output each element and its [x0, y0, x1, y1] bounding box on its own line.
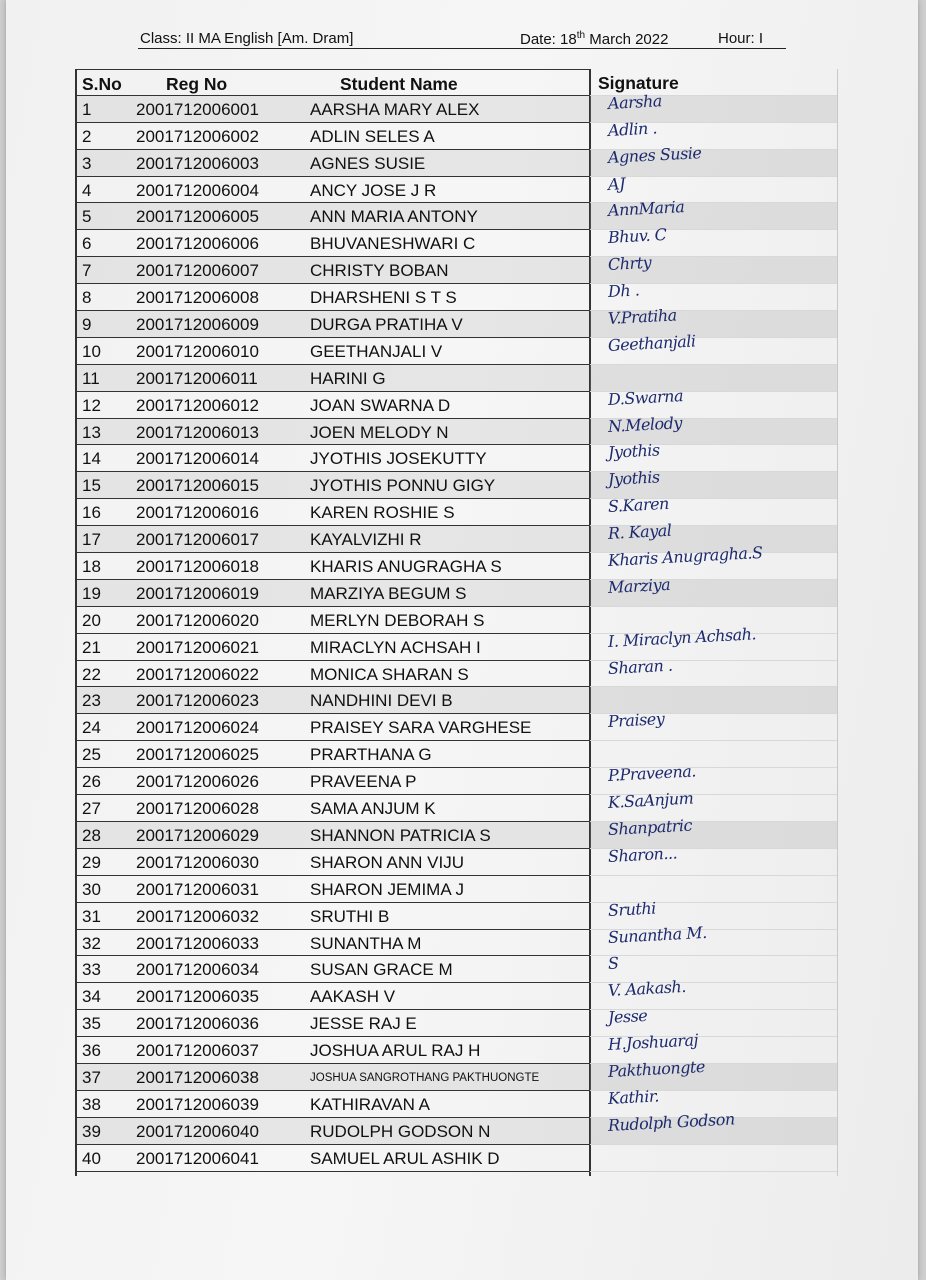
table-row: [76, 1091, 590, 1118]
cell-sno: 39: [82, 1121, 101, 1141]
signature-cell: [590, 1109, 838, 1145]
table-row: [76, 930, 590, 957]
cell-regno: 2001712006019: [136, 583, 259, 603]
cell-student-name: BHUVANESHWARI C: [310, 234, 476, 254]
signature-cell: [590, 788, 838, 822]
cell-regno: 2001712006029: [136, 825, 259, 845]
cell-regno: 2001712006034: [136, 960, 259, 980]
cell-student-name: DURGA PRATIHA V: [310, 315, 463, 335]
cell-sno: 29: [82, 852, 101, 872]
table-row: [76, 607, 590, 634]
cell-regno: 2001712006023: [136, 691, 259, 711]
table-row: [76, 419, 590, 446]
table-row: [76, 661, 590, 688]
handwritten-signature: H.Joshuaraj: [607, 1030, 699, 1055]
table-row: [76, 822, 590, 849]
cell-student-name: ADLIN SELES A: [310, 126, 435, 146]
cell-sno: 6: [82, 234, 92, 254]
cell-regno: 2001712006021: [136, 637, 259, 657]
cell-sno: 28: [82, 825, 101, 845]
cell-student-name: KAYALVIZHI R: [310, 530, 422, 550]
cell-sno: 4: [82, 180, 92, 200]
table-row: [76, 714, 590, 741]
cell-student-name: JOSHUA ARUL RAJ H: [310, 1041, 481, 1061]
cell-student-name: JOAN SWARNA D: [310, 395, 451, 415]
class-label: Class: II MA English [Am. Dram]: [140, 30, 354, 47]
table-row: [76, 903, 590, 930]
cell-student-name: MONICA SHARAN S: [310, 664, 469, 684]
cell-student-name: GEETHANJALI V: [310, 341, 443, 361]
cell-sno: 8: [82, 288, 92, 308]
handwritten-signature: Sunantha M.: [607, 922, 708, 947]
signature-cell: [590, 574, 838, 607]
cell-student-name: SHANNON PATRICIA S: [310, 825, 491, 845]
cell-student-name: PRARTHANA G: [310, 745, 432, 765]
handwritten-signature: Jyothis: [607, 467, 661, 490]
cell-regno: 2001712006008: [136, 288, 259, 308]
table-row: [76, 1064, 590, 1091]
table-row: [76, 177, 590, 204]
cell-regno: 2001712006033: [136, 933, 259, 953]
handwritten-signature: Pakthuongte: [607, 1056, 706, 1081]
table-row: [76, 526, 590, 553]
signature-cell: [590, 623, 838, 661]
cell-regno: 2001712006035: [136, 987, 259, 1007]
table-row: [76, 472, 590, 499]
cell-regno: 2001712006010: [136, 341, 259, 361]
table-row: [76, 123, 590, 150]
handwritten-signature: Shanpatric: [607, 815, 693, 839]
cell-regno: 2001712006001: [136, 99, 259, 119]
cell-sno: 26: [82, 772, 101, 792]
cell-sno: 10: [82, 341, 101, 361]
handwritten-signature: I. Miraclyn Achsah.: [607, 623, 757, 651]
handwritten-signature: Jyothis: [607, 440, 661, 463]
cell-regno: 2001712006025: [136, 745, 259, 765]
table-row: [76, 392, 590, 419]
cell-sno: 34: [82, 987, 101, 1007]
table-row: [76, 1010, 590, 1037]
signature-cell: [590, 876, 838, 903]
cell-regno: 2001712006036: [136, 1014, 259, 1034]
table-row: [76, 311, 590, 338]
cell-student-name: JOSHUA SANGROTHANG PAKTHUONGTE: [310, 1071, 540, 1084]
cell-sno: 19: [82, 583, 101, 603]
handwritten-signature: Geethanjali: [607, 331, 696, 355]
cell-regno: 2001712006032: [136, 906, 259, 926]
cell-sno: 31: [82, 906, 101, 926]
table-row: [76, 849, 590, 876]
signature-cell: [590, 843, 838, 876]
cell-student-name: SUNANTHA M: [310, 933, 422, 953]
signature-cell: [590, 142, 838, 177]
cell-student-name: JESSE RAJ E: [310, 1014, 417, 1034]
cell-regno: 2001712006038: [136, 1067, 259, 1087]
cell-regno: 2001712006040: [136, 1121, 259, 1141]
table-row: [76, 150, 590, 177]
cell-sno: 23: [82, 691, 101, 711]
signature-cell: [590, 331, 838, 365]
cell-sno: 5: [82, 207, 92, 227]
handwritten-signature: Rudolph Godson: [607, 1109, 736, 1135]
cell-student-name: SUSAN GRACE M: [310, 960, 453, 980]
cell-regno: 2001712006018: [136, 557, 259, 577]
cell-regno: 2001712006015: [136, 476, 259, 496]
cell-regno: 2001712006022: [136, 664, 259, 684]
cell-sno: 15: [82, 476, 101, 496]
cell-sno: 17: [82, 530, 101, 550]
handwritten-signature: K.SaAnjum: [607, 788, 694, 813]
cell-regno: 2001712006014: [136, 449, 259, 469]
handwritten-signature: Dh .: [607, 280, 640, 302]
cell-student-name: SHARON JEMIMA J: [310, 879, 464, 899]
cell-sno: 33: [82, 960, 101, 980]
cell-regno: 2001712006041: [136, 1148, 259, 1168]
signature-cell: [590, 118, 838, 150]
table-row: [76, 741, 590, 768]
table-row: [76, 983, 590, 1010]
cell-student-name: SRUTHI B: [310, 906, 390, 926]
cell-student-name: JYOTHIS JOSEKUTTY: [310, 449, 487, 469]
cell-regno: 2001712006013: [136, 422, 259, 442]
cell-regno: 2001712006004: [136, 180, 259, 200]
handwritten-signature: AJ: [607, 173, 626, 194]
cell-regno: 2001712006011: [136, 368, 258, 388]
cell-regno: 2001712006017: [136, 530, 259, 550]
table-row: [76, 795, 590, 822]
cell-regno: 2001712006037: [136, 1041, 259, 1061]
cell-regno: 2001712006020: [136, 610, 259, 630]
handwritten-signature: Agnes Susie: [607, 142, 702, 167]
signature-cell: [590, 922, 838, 957]
signature-cell: [590, 91, 838, 123]
cell-regno: 2001712006007: [136, 261, 259, 281]
cell-regno: 2001712006028: [136, 799, 259, 819]
handwritten-signature: Bhuv. C: [607, 225, 667, 248]
table-row: [76, 1037, 590, 1064]
cell-sno: 25: [82, 745, 101, 765]
handwritten-signature: Kharis Anugragha.S: [607, 542, 763, 571]
col-header-regno: Reg No: [166, 74, 228, 94]
signature-cell: [590, 1056, 838, 1091]
cell-regno: 2001712006005: [136, 207, 259, 227]
cell-student-name: MARZIYA BEGUM S: [310, 583, 467, 603]
cell-student-name: AGNES SUSIE: [310, 153, 426, 173]
cell-regno: 2001712006003: [136, 153, 259, 173]
cell-student-name: AAKASH V: [310, 987, 396, 1007]
cell-student-name: KAREN ROSHIE S: [310, 503, 455, 523]
hour-label: Hour: I: [718, 30, 764, 47]
cell-regno: 2001712006031: [136, 879, 259, 899]
cell-sno: 21: [82, 637, 101, 657]
table-row: [76, 1145, 590, 1172]
handwritten-signature: V.Pratiha: [607, 305, 678, 329]
cell-regno: 2001712006006: [136, 234, 259, 254]
signature-cell: [590, 542, 838, 580]
col-header-sno: S.No: [82, 74, 122, 94]
cell-sno: 32: [82, 933, 101, 953]
cell-sno: 38: [82, 1094, 101, 1114]
cell-sno: 36: [82, 1041, 101, 1061]
handwritten-signature: Sharan .: [607, 655, 673, 678]
signature-column: [590, 69, 838, 1172]
table-row: [76, 338, 590, 365]
cell-sno: 30: [82, 879, 101, 899]
cell-sno: 24: [82, 718, 101, 738]
cell-sno: 12: [82, 395, 101, 415]
cell-student-name: JOEN MELODY N: [310, 422, 449, 442]
handwritten-signature: P.Praveena.: [607, 761, 697, 786]
handwritten-signature: V. Aakash.: [607, 977, 687, 1001]
handwritten-signature: S: [607, 953, 619, 974]
sheet-header: [138, 30, 786, 49]
signature-border: [837, 69, 838, 1176]
cell-sno: 3: [82, 153, 92, 173]
signature-cell: [590, 305, 838, 338]
cell-sno: 40: [82, 1148, 101, 1168]
signature-cell: [590, 365, 838, 392]
cell-sno: 35: [82, 1014, 101, 1034]
signature-cell: [590, 898, 838, 930]
cell-student-name: KHARIS ANUGRAGHA S: [310, 557, 502, 577]
cell-regno: 2001712006039: [136, 1094, 259, 1114]
cell-sno: 27: [82, 799, 101, 819]
table-border: [75, 69, 76, 1176]
cell-regno: 2001712006016: [136, 503, 259, 523]
signature-header-row: [590, 69, 838, 96]
handwritten-signature: Chrty: [607, 252, 652, 275]
cell-sno: 2: [82, 126, 92, 146]
cell-student-name: SAMUEL ARUL ASHIK D: [310, 1148, 500, 1168]
table-row: [76, 553, 590, 580]
handwritten-signature: Jesse: [607, 1006, 648, 1028]
cell-regno: 2001712006009: [136, 315, 259, 335]
table-header-row: [76, 69, 590, 96]
table-row: [76, 365, 590, 392]
cell-student-name: JYOTHIS PONNU GIGY: [310, 476, 496, 496]
signature-cell: [590, 815, 838, 849]
signature-cell: [590, 655, 838, 688]
cell-student-name: ANN MARIA ANTONY: [310, 207, 478, 227]
table-row: [76, 284, 590, 311]
cell-regno: 2001712006012: [136, 395, 259, 415]
attendance-sheet: [6, 0, 918, 1280]
table-row: [76, 203, 590, 230]
handwritten-signature: Kathir.: [607, 1086, 660, 1108]
cell-student-name: SAMA ANJUM K: [310, 799, 436, 819]
cell-sno: 13: [82, 422, 101, 442]
cell-student-name: SHARON ANN VIJU: [310, 852, 464, 872]
table-row: [76, 580, 590, 607]
handwritten-signature: S.Karen: [607, 494, 670, 517]
handwritten-signature: Aarsha: [607, 91, 663, 113]
cell-sno: 18: [82, 557, 101, 577]
cell-sno: 20: [82, 610, 101, 630]
cell-student-name: HARINI G: [310, 368, 386, 388]
cell-student-name: AARSHA MARY ALEX: [310, 99, 480, 119]
signature-cell: [590, 1030, 838, 1064]
cell-student-name: PRAISEY SARA VARGHESE: [310, 718, 532, 738]
cell-student-name: NANDHINI DEVI B: [310, 691, 453, 711]
table-row: [76, 230, 590, 257]
table-row: [76, 768, 590, 795]
cell-sno: 14: [82, 449, 101, 469]
cell-sno: 7: [82, 261, 92, 281]
cell-sno: 22: [82, 664, 101, 684]
handwritten-signature: Praisey: [607, 709, 665, 732]
signature-cell: [590, 709, 838, 741]
table-row: [76, 445, 590, 472]
table-row: [76, 634, 590, 661]
cell-sno: 1: [82, 99, 92, 119]
cell-regno: 2001712006002: [136, 126, 259, 146]
cell-student-name: ANCY JOSE J R: [310, 180, 437, 200]
handwritten-signature: N.Melody: [607, 412, 683, 436]
table-row: [76, 956, 590, 983]
student-grid: [76, 69, 590, 1172]
table-row: [76, 876, 590, 903]
handwritten-signature: Marziya: [607, 574, 671, 597]
table-row: [76, 96, 590, 123]
cell-student-name: MIRACLYN ACHSAH I: [310, 637, 481, 657]
table-row: [76, 257, 590, 284]
cell-regno: 2001712006026: [136, 772, 259, 792]
handwritten-signature: Sruthi: [607, 898, 657, 920]
table-row: [76, 1118, 590, 1145]
col-header-signature: Signature: [598, 73, 679, 93]
signature-cell: [590, 1145, 838, 1172]
handwritten-signature: Adlin .: [607, 118, 658, 140]
cell-sno: 9: [82, 315, 92, 335]
cell-sno: 16: [82, 503, 101, 523]
cell-student-name: PRAVEENA P: [310, 772, 417, 792]
handwritten-signature: R. Kayal: [607, 520, 672, 544]
table-row: [76, 499, 590, 526]
handwritten-signature: D.Swarna: [607, 385, 684, 409]
date-label: Date: 18th March 2022: [520, 30, 669, 48]
cell-regno: 2001712006030: [136, 852, 259, 872]
cell-student-name: RUDOLPH GODSON N: [310, 1121, 491, 1141]
cell-sno: 37: [82, 1067, 101, 1087]
cell-student-name: MERLYN DEBORAH S: [310, 610, 485, 630]
cell-student-name: DHARSHENI S T S: [310, 288, 457, 308]
table-row: [76, 687, 590, 714]
cell-student-name: KATHIRAVAN A: [310, 1094, 430, 1114]
handwritten-signature: Sharon...: [607, 843, 678, 866]
col-header-student-name: Student Name: [340, 74, 458, 94]
cell-regno: 2001712006024: [136, 718, 259, 738]
cell-sno: 11: [82, 368, 100, 388]
signature-cell: [590, 385, 838, 419]
cell-student-name: CHRISTY BOBAN: [310, 261, 449, 281]
handwritten-signature: AnnMaria: [607, 197, 685, 221]
